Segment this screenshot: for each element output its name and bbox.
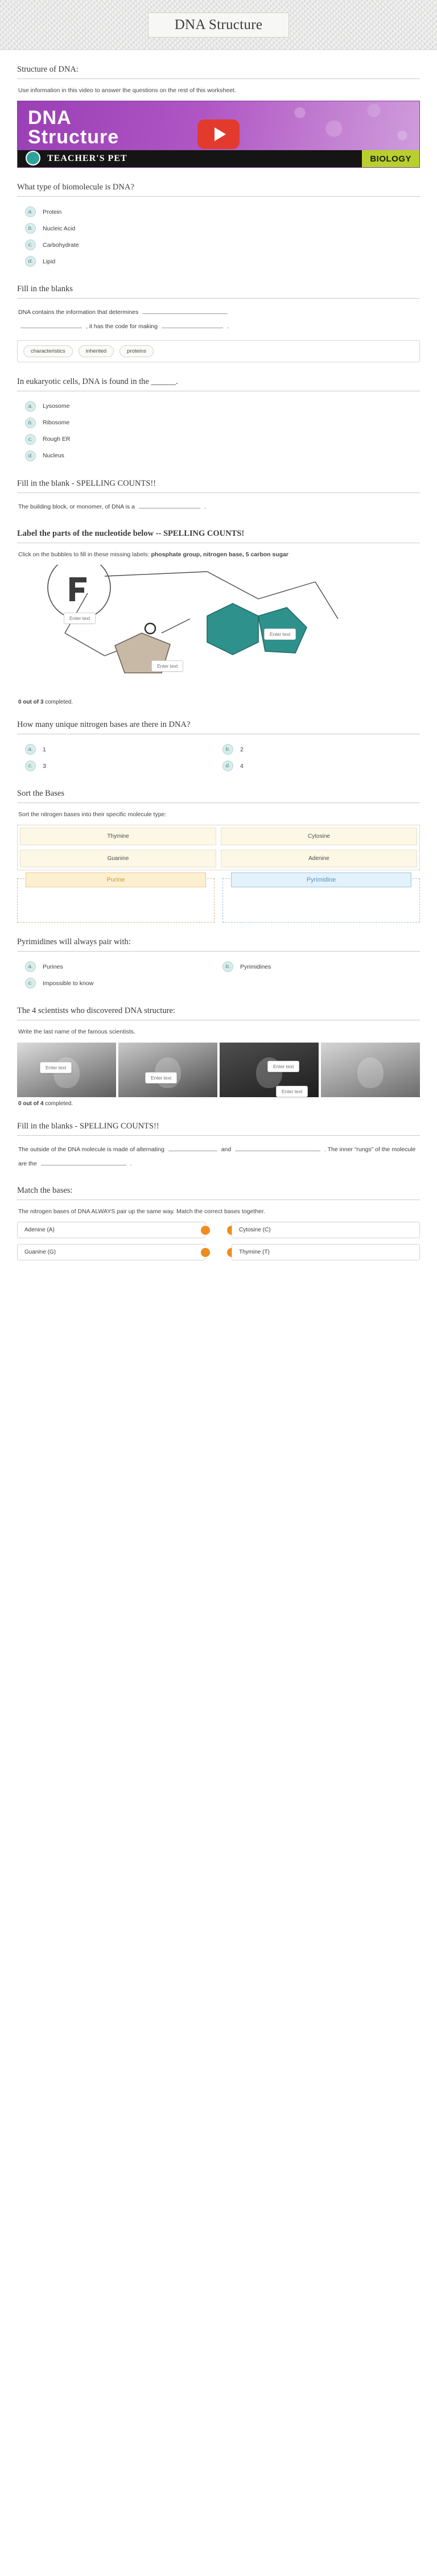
blank-input-1[interactable] <box>139 502 200 508</box>
option-c[interactable] <box>25 975 222 991</box>
drop-zone-label: Pyrimidine <box>231 873 411 887</box>
blank-input-2[interactable] <box>20 321 82 328</box>
option-label: Purines <box>43 963 63 970</box>
drop-zone-label: Purine <box>26 873 206 887</box>
option-c[interactable] <box>25 431 420 448</box>
worksheet-page <box>0 0 437 1283</box>
section-fill-in-blanks-1 <box>17 284 420 362</box>
scientist-photo-4 <box>321 1043 420 1097</box>
fill-in-blank-text <box>18 500 420 514</box>
option-label: Lysosome <box>43 403 70 410</box>
option-bubble-icon[interactable]: b. <box>25 417 36 428</box>
fib-text-1: The outside of the DNA molecule is made of alternating <box>18 1146 164 1153</box>
video-brand-strip <box>18 150 419 167</box>
fill-in-blank-text <box>18 305 420 334</box>
scientist-photo-row <box>17 1043 420 1097</box>
progress-suffix: completed. <box>43 1100 73 1107</box>
section-question-eukaryotic <box>17 377 420 464</box>
subject-badge: BIOLOGY <box>362 150 419 167</box>
option-d[interactable] <box>25 253 420 270</box>
question-title: How many unique nitrogen bases are there in DNA? <box>17 720 420 734</box>
option-label: Nucleic Acid <box>43 225 76 232</box>
option-bubble-icon[interactable]: d. <box>25 450 36 461</box>
option-bubble-icon[interactable]: b. <box>222 961 233 972</box>
page-header <box>0 0 437 50</box>
question-title: In eukaryotic cells, DNA is found in the ______. <box>17 377 420 391</box>
option-label: Protein <box>43 208 62 216</box>
blank-input-1[interactable] <box>142 307 228 314</box>
option-bubble-icon[interactable]: b. <box>25 223 36 234</box>
section-instruction: The nitrogen bases of DNA ALWAYS pair up the same way. Match the correct bases together. <box>18 1208 265 1215</box>
fib-text-4: . <box>130 1160 132 1167</box>
match-connector-icon[interactable] <box>200 1225 211 1236</box>
section-title: Label the parts of the nucleotide below -- SPELLING COUNTS! <box>17 529 420 543</box>
worksheet-content <box>0 65 437 1283</box>
match-label: Adenine (A) <box>17 1222 205 1238</box>
section-title: Fill in the blanks - SPELLING COUNTS!! <box>17 1122 420 1136</box>
option-bubble-icon[interactable]: b. <box>222 744 233 755</box>
brand-name: TEACHER'S PET <box>47 154 127 164</box>
section-scientists <box>17 1006 420 1106</box>
word-bank <box>17 340 420 362</box>
video-title-line2: Structure <box>28 126 119 148</box>
section-question-pyrimidines <box>17 937 420 991</box>
section-title: Structure of DNA: <box>17 65 420 79</box>
option-label: 2 <box>240 746 244 753</box>
section-instruction: Sort the nitrogen bases into their specific molecule type: <box>18 811 167 818</box>
section-title: The 4 scientists who discovered DNA structure: <box>17 1006 420 1020</box>
section-instruction: Write the last name of the famous scientists. <box>18 1028 135 1036</box>
word-chip-characteristics[interactable]: characteristics <box>23 345 73 357</box>
tile-thymine[interactable]: Thymine <box>20 828 216 845</box>
tile-cytosine[interactable]: Cytosine <box>221 828 417 845</box>
option-bubble-icon[interactable]: c. <box>25 978 36 989</box>
blank-input-1[interactable] <box>168 1144 217 1151</box>
fib-text-2: and <box>221 1146 232 1153</box>
scientist-photo-2 <box>118 1043 217 1097</box>
option-c[interactable] <box>25 237 420 253</box>
option-bubble-icon[interactable]: a. <box>25 744 36 755</box>
section-title: Fill in the blanks <box>17 284 420 299</box>
section-fill-in-blanks-2 <box>17 1122 420 1171</box>
section-match-bases <box>17 1186 420 1260</box>
option-bubble-icon[interactable]: a. <box>25 401 36 412</box>
option-label: 1 <box>43 746 46 753</box>
scientist-name-input-3[interactable]: Enter text <box>267 1061 299 1072</box>
option-bubble-icon[interactable]: c. <box>25 434 36 445</box>
word-chip-inherited[interactable]: inherited <box>79 345 114 357</box>
question-title: What type of biomolecule is DNA? <box>17 183 420 197</box>
progress-status <box>18 1101 420 1107</box>
option-label: Ribosome <box>43 419 70 427</box>
option-label: 4 <box>240 762 244 770</box>
option-a[interactable] <box>25 204 420 220</box>
match-label: Thymine (T) <box>232 1244 420 1260</box>
section-instruction: Use information in this video to answer the questions on the rest of this worksheet. <box>18 87 236 94</box>
option-c[interactable] <box>25 758 222 774</box>
fib-text-2: , it has the code for making <box>85 323 158 330</box>
fib-text-1: The building block, or monomer, of DNA is a <box>18 503 135 510</box>
word-chip-proteins[interactable]: proteins <box>119 345 154 357</box>
option-a[interactable] <box>25 398 420 415</box>
sortable-tiles <box>17 825 420 870</box>
section-fill-in-blank-spelling <box>17 479 420 514</box>
section-question-biomolecule <box>17 183 420 270</box>
option-list <box>25 741 420 774</box>
progress-suffix: completed. <box>43 699 73 706</box>
option-list <box>25 958 420 991</box>
match-label: Cytosine (C) <box>232 1222 420 1238</box>
option-bubble-icon[interactable]: d. <box>222 760 233 771</box>
option-b[interactable] <box>222 741 420 758</box>
option-bubble-icon[interactable]: a. <box>25 206 36 217</box>
section-question-bases-count <box>17 720 420 774</box>
option-bubble-icon[interactable]: a. <box>25 961 36 972</box>
match-item-adenine[interactable] <box>17 1222 211 1238</box>
nucleotide-diagram <box>19 565 420 696</box>
section-title: Fill in the blank - SPELLING COUNTS!! <box>17 479 420 493</box>
label-input-nitrogen-base[interactable]: Enter text <box>264 629 296 640</box>
section-structure-of-dna <box>17 65 420 168</box>
progress-status <box>18 699 420 705</box>
option-bubble-icon[interactable]: c. <box>25 239 36 250</box>
fill-in-blank-text <box>18 1143 420 1171</box>
tile-adenine[interactable]: Adenine <box>221 850 417 867</box>
option-label: Rough ER <box>43 436 71 443</box>
fib-text-3: . <box>226 323 229 330</box>
option-label: Lipid <box>43 258 56 265</box>
video-title-line1: DNA <box>28 107 72 129</box>
label-input-sugar[interactable]: Enter text <box>151 660 183 672</box>
fib-text-1: DNA contains the information that determines <box>18 309 139 316</box>
fib-text-3: . The inner “rungs” of the molecule are the <box>18 1146 416 1167</box>
instruction-text: Click on the bubbles to fill in these missing labels: <box>18 551 151 558</box>
option-label: Pyrimidines <box>240 963 271 970</box>
section-instruction <box>18 550 420 559</box>
portrait-icon <box>357 1057 384 1088</box>
option-label: Nucleus <box>43 452 64 460</box>
option-a[interactable] <box>25 958 222 975</box>
match-item-guanine[interactable] <box>17 1244 211 1260</box>
blank-input-3[interactable] <box>162 321 223 328</box>
section-sort-bases <box>17 789 420 923</box>
option-a[interactable] <box>25 741 222 758</box>
play-icon[interactable] <box>197 119 240 149</box>
match-pairs-grid <box>17 1222 420 1260</box>
option-label: Carbohydrate <box>43 241 79 249</box>
tile-guanine[interactable]: Guanine <box>20 850 216 867</box>
fib-text-2: . <box>204 503 206 510</box>
section-title: Match the bases: <box>17 1186 420 1200</box>
match-label: Guanine (G) <box>17 1244 205 1260</box>
option-list <box>25 204 420 270</box>
option-bubble-icon[interactable]: c. <box>25 760 36 771</box>
match-connector-icon[interactable] <box>200 1247 211 1258</box>
option-d[interactable] <box>25 448 420 464</box>
question-title: Pyrimidines will always pair with: <box>17 937 420 952</box>
scientist-name-input-2[interactable]: Enter text <box>145 1072 177 1084</box>
scientist-name-input-4[interactable]: Enter text <box>276 1086 308 1097</box>
label-input-phosphate[interactable]: Enter text <box>64 613 96 624</box>
progress-count: 0 out of 4 <box>18 1100 44 1107</box>
option-b[interactable] <box>222 958 420 975</box>
blank-input-2[interactable] <box>235 1144 320 1151</box>
section-label-nucleotide <box>17 529 420 705</box>
match-item-cytosine[interactable] <box>226 1222 420 1238</box>
drop-zone-purine[interactable] <box>17 878 215 923</box>
video-player[interactable] <box>17 101 420 168</box>
option-list <box>25 398 420 464</box>
scientist-name-input-1[interactable]: Enter text <box>40 1062 72 1073</box>
progress-count: 0 out of 3 <box>18 699 44 706</box>
match-item-thymine[interactable] <box>226 1244 420 1260</box>
option-d[interactable] <box>222 758 420 774</box>
option-bubble-icon[interactable]: d. <box>25 256 36 267</box>
option-label: 3 <box>43 762 46 770</box>
page-title: DNA Structure <box>148 13 290 38</box>
option-b[interactable] <box>25 415 420 431</box>
instruction-labels: phosphate group, nitrogen base, 5 carbon sugar <box>151 551 288 558</box>
drop-zones <box>17 878 420 923</box>
option-label: Impossible to know <box>43 979 94 987</box>
video-decor <box>283 101 419 147</box>
section-title: Sort the Bases <box>17 789 420 803</box>
nucleotide-svg <box>19 565 418 696</box>
drop-zone-pyrimidine[interactable] <box>222 878 420 923</box>
blank-input-3[interactable] <box>41 1159 126 1165</box>
option-b[interactable] <box>25 220 420 237</box>
